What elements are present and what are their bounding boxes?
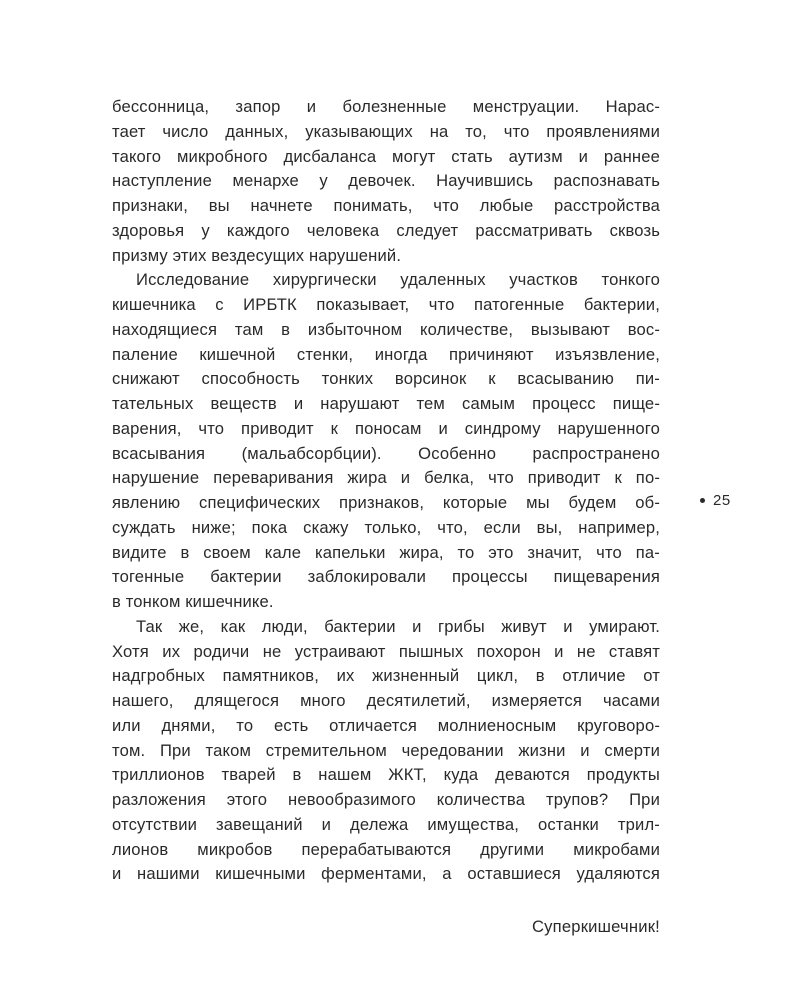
text-line: паление кишечной стенки, иногда причиняют изъязвление, — [112, 344, 660, 364]
text-line: лионов микробов перерабатываются другими микробами — [112, 839, 660, 859]
text-line: варения, что приводит к поносам и синдрому нарушенного — [112, 418, 660, 438]
text-line: призму этих вездесущих нарушений. — [112, 245, 402, 265]
running-footer: Суперкишечник! — [532, 917, 660, 936]
text-line: или днями, то есть отличается молниеносным круговоро- — [112, 715, 660, 735]
text-line: снижают способность тонких ворсинок к всасыванию пи- — [112, 369, 660, 389]
text-line: признаки, вы начнете понимать, что любые расстройства — [112, 196, 660, 215]
text-line: разложения этого невообразимого количества трупов? При — [112, 790, 660, 809]
text-line: том. При таком стремительном чередовании жизни и смерти — [112, 740, 660, 760]
text-line: тает число данных, указывающих на то, что проявлениями — [112, 121, 660, 141]
text-line: тательных веществ и нарушают тем самым процесс пище- — [112, 394, 660, 413]
text-line: и нашими кишечными ферментами, а оставшиеся удаляются — [112, 864, 660, 884]
text-line: кишечника с ИРБТК показывает, что патогенные бактерии, — [112, 295, 660, 314]
page-number — [700, 492, 731, 509]
text-line: Хотя их родичи не устраивают пышных похорон и не ставят — [112, 641, 660, 661]
text-line: явлению специфических признаков, которые мы будем об- — [112, 493, 660, 512]
text-line: суждать ниже; пока скажу только, что, если вы, например, — [112, 517, 660, 537]
text-line: бессонница, запор и болезненные менструации. Нарас- — [112, 97, 660, 116]
text-line: видите в своем кале капельки жира, то это значит, что па- — [112, 542, 660, 562]
text-line: всасывания (мальабсорбции). Особенно распространено — [112, 443, 660, 463]
text-line: нарушение переваривания жира и белка, что приводит к по- — [112, 468, 660, 488]
text-line: наступление менархе у девочек. Научившись распознавать — [112, 171, 660, 191]
text-line: нашего, длящегося много десятилетий, измеряется часами — [112, 691, 660, 710]
bullet-dot-icon — [700, 498, 705, 503]
text-line: тогенные бактерии заблокировали процессы пищеварения — [112, 567, 660, 587]
text-line: надгробных памятников, их жизненный цикл, в отличие от — [112, 666, 660, 686]
body-text — [112, 95, 660, 887]
text-line: отсутствии завещаний и дележа имущества, останки трил- — [112, 814, 660, 834]
text-line: здоровья у каждого человека следует рассматривать сквозь — [112, 220, 660, 240]
page-number-value: 25 — [713, 492, 731, 509]
text-line: триллионов тварей в нашем ЖКТ, куда деваются продукты — [112, 765, 660, 785]
text-line: такого микробного дисбаланса могут стать аутизм и раннее — [112, 146, 660, 166]
text-line: в тонком кишечнике. — [112, 592, 274, 611]
text-line: Исследование хирургически удаленных участков тонкого — [136, 270, 660, 290]
text-line: находящиеся там в избыточном количестве, вызывают вос- — [112, 319, 660, 339]
text-line: Так же, как люди, бактерии и грибы живут и умирают. — [136, 616, 660, 636]
